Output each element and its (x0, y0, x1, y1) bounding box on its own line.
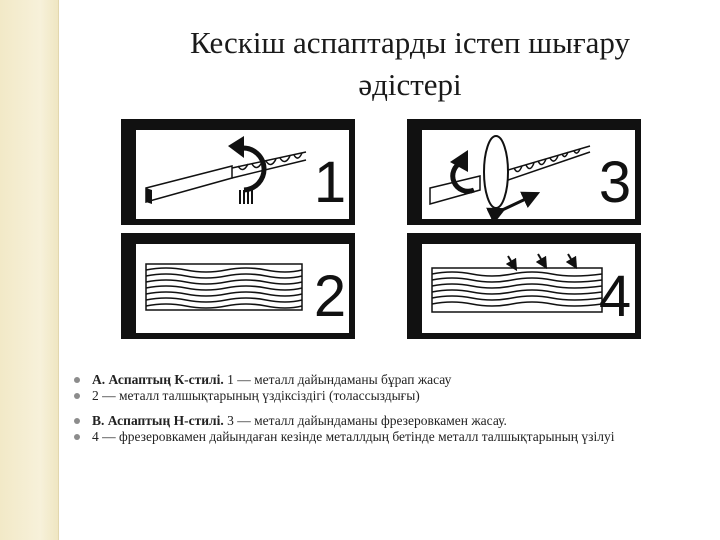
panel-number-2: 2 (313, 264, 347, 329)
bullet-text: 1 — металл дайындаманы бұрап жасау (223, 372, 452, 387)
bullet-text: 2 — металл талшықтарының үздіксіздігі (толассыздығы) (92, 388, 420, 403)
bullet-text: 3 — металл дайындаманы фрезеровкамен жасау. (223, 413, 507, 428)
bullet-bold-label: В. Аспаптың Н-стилі. (92, 413, 224, 428)
bullet-text: 4 — фрезеровкамен дайындаған кезінде металлдың бетінде металл талшықтарының үзілуі (92, 429, 615, 444)
list-item (74, 429, 694, 445)
panel-number-4: 4 (598, 264, 632, 329)
title-line-2: әдістері (358, 67, 462, 102)
decorative-sidebar (0, 0, 58, 540)
panel-3-milling (410, 122, 638, 222)
bullet-dot-icon (74, 393, 80, 399)
panel-2-continuous-fibres (124, 236, 352, 336)
bullet-dot-icon (74, 434, 80, 440)
list-item (74, 413, 694, 429)
bullet-bold-label: А. Аспаптың К-стилі. (92, 372, 224, 387)
manufacturing-methods-figure (120, 118, 660, 340)
title-line-1: Кескіш аспаптарды істеп шығару (189, 25, 631, 60)
panel-4-interrupted-fibres (410, 236, 638, 336)
list-item (74, 388, 694, 404)
bullet-dot-icon (74, 377, 80, 383)
slide-title (110, 22, 710, 106)
sidebar-divider (58, 0, 59, 540)
panel-1-twisting (124, 122, 352, 222)
bullet-dot-icon (74, 418, 80, 424)
caption-list (74, 372, 694, 445)
panel-number-3: 3 (598, 150, 632, 215)
list-item (74, 372, 694, 388)
panel-number-1: 1 (313, 150, 347, 215)
